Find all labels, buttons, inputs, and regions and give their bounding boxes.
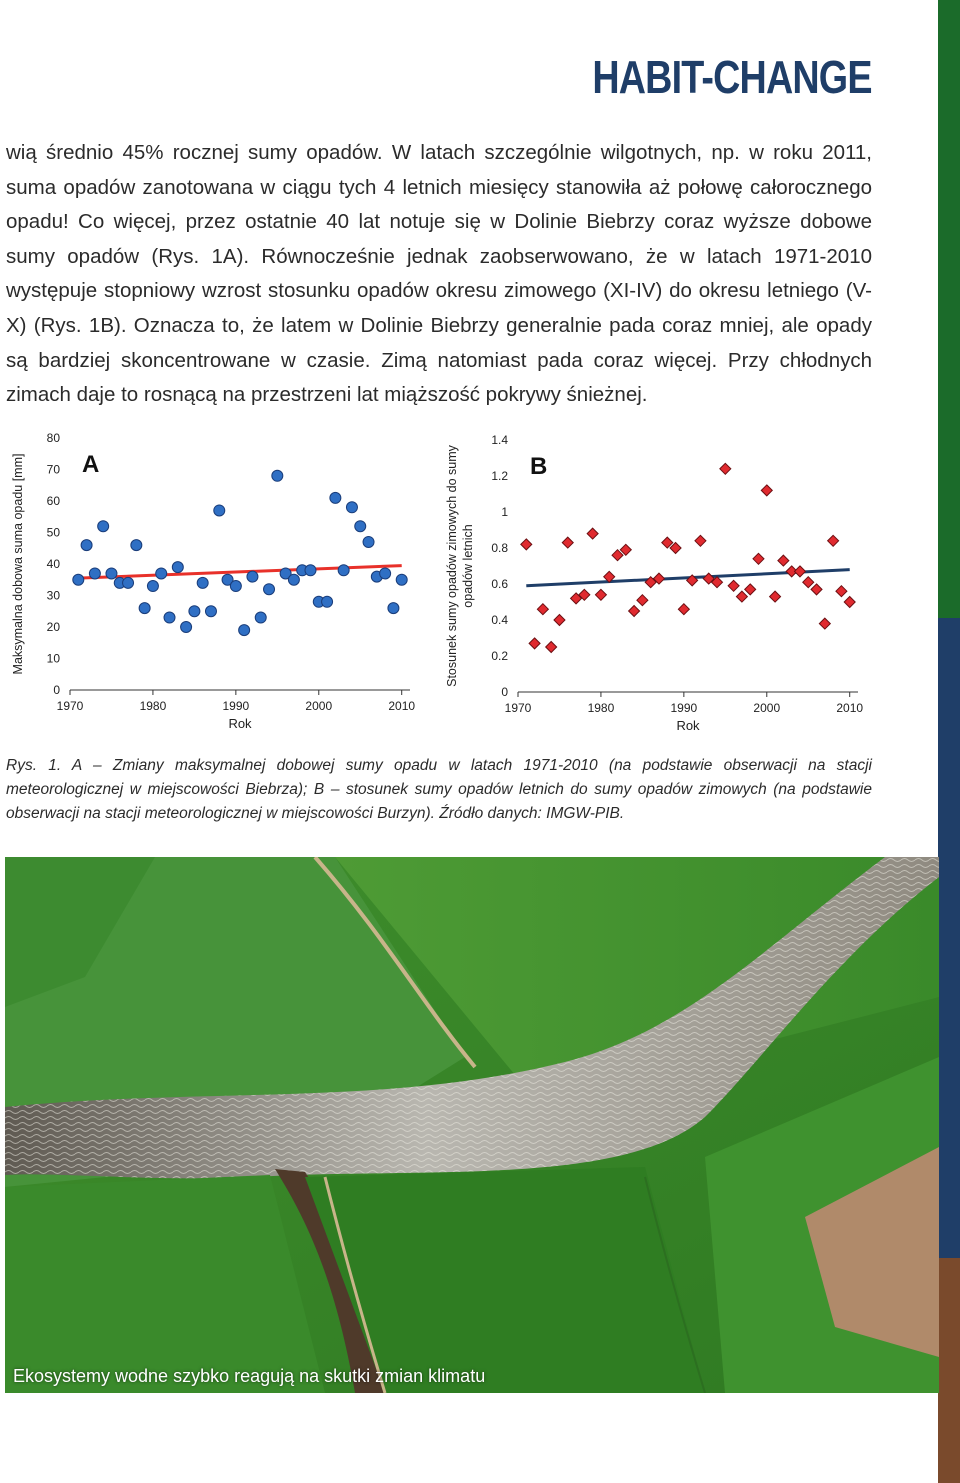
data-point: [214, 505, 225, 516]
data-point: [396, 574, 407, 585]
data-point: [770, 591, 781, 602]
x-tick-label: 1990: [222, 699, 250, 713]
data-point: [73, 574, 84, 585]
data-point: [546, 642, 557, 653]
data-point: [322, 596, 333, 607]
data-point: [637, 595, 648, 606]
data-point: [844, 597, 855, 608]
x-tick-label: 2010: [388, 699, 416, 713]
data-point: [761, 485, 772, 496]
data-point: [355, 521, 366, 532]
river-photo-illustration: [5, 857, 939, 1393]
data-point: [678, 604, 689, 615]
x-tick-label: 1990: [670, 701, 698, 715]
data-point: [562, 537, 573, 548]
data-point: [529, 638, 540, 649]
data-point: [288, 574, 299, 585]
data-point: [753, 553, 764, 564]
data-point: [778, 555, 789, 566]
y-tick-label: 0.4: [491, 613, 508, 627]
y-tick-label: 0.8: [491, 541, 508, 555]
data-point: [272, 470, 283, 481]
data-point: [106, 568, 117, 579]
data-point: [139, 603, 150, 614]
page-title: HABIT-CHANGE: [592, 51, 872, 103]
x-tick-label: 2000: [753, 701, 781, 715]
x-tick-label: 2000: [305, 699, 333, 713]
data-point: [695, 535, 706, 546]
data-point: [123, 577, 134, 588]
data-point: [172, 562, 183, 573]
photo-caption: Ekosystemy wodne szybko reagują na skutki zmian klimatu: [13, 1366, 486, 1386]
data-point: [89, 568, 100, 579]
data-point: [98, 521, 109, 532]
data-point: [828, 535, 839, 546]
y-tick-label: 10: [46, 651, 60, 666]
panel-label: A: [82, 451, 100, 478]
data-point: [811, 584, 822, 595]
data-point: [587, 528, 598, 539]
x-tick-label: 1980: [587, 701, 615, 715]
y-tick-label: 70: [46, 462, 60, 477]
data-point: [363, 536, 374, 547]
data-point: [819, 618, 830, 629]
data-point: [197, 577, 208, 588]
y-tick-label: 0: [501, 685, 508, 699]
x-axis-label: Rok: [676, 718, 700, 733]
x-tick-label: 1980: [139, 699, 167, 713]
data-point: [181, 622, 192, 633]
y-tick-label: 0.6: [491, 577, 508, 591]
data-point: [728, 580, 739, 591]
body-paragraph: wią średnio 45% rocznej sumy opadów. W latach szczególnie wilgotnych, np. w roku 2011, suma opadów zanotowana w ciągu tych 4 letnich miesięcy stanowiła aż połowę całorocznego opadu! Co więcej, przez ostatnie 40 lat notuje się w Dolinie Biebrzy coraz wyższe dobowe sumy opadów (Rys. 1A). Równocześnie jednak zaobserwowano, że w latach 1971-2010 występuje stopniowy wzrost stosunku opadów okresu zimowego (XI-IV) do okresu letniego (V-X) (Rys. 1B). Oznacza to, że latem w Dolinie Biebrzy generalnie pada coraz mniej, ale opady są bardziej skoncentrowane w czasie. Zimą natomiast pada coraz więcej. Przy chłodnych zimach daje to rosnącą na przestrzeni lat miąższość pokrywy śnieżnej.: [6, 141, 872, 407]
data-point: [745, 584, 756, 595]
y-axis-label: Maksymalna dobowa suma opadu [mm]: [11, 453, 25, 675]
y-tick-label: 40: [46, 557, 60, 571]
data-point: [330, 492, 341, 503]
y-tick-label: 50: [46, 525, 60, 540]
y-tick-label: 0: [53, 683, 60, 697]
data-point: [720, 463, 731, 474]
x-tick-label: 1970: [56, 699, 84, 713]
data-point: [189, 606, 200, 617]
y-tick-label: 1.2: [491, 469, 508, 483]
data-point: [836, 586, 847, 597]
data-point: [629, 606, 640, 617]
side-color-bar: [938, 0, 960, 1483]
data-point: [131, 540, 142, 551]
panel-label: B: [530, 453, 548, 480]
data-point: [230, 581, 241, 592]
data-point: [247, 571, 258, 582]
y-tick-label: 30: [46, 588, 60, 603]
x-tick-label: 1970: [504, 701, 532, 715]
data-point: [81, 540, 92, 551]
data-point: [338, 565, 349, 576]
data-point: [521, 539, 532, 550]
side-bar-navy: [938, 618, 960, 1258]
trend-line: [78, 566, 401, 579]
data-point: [554, 615, 565, 626]
data-point: [388, 603, 399, 614]
data-point: [794, 566, 805, 577]
y-tick-label: 20: [46, 620, 60, 634]
y-axis-label-line1: Stosunek sumy opadów zimowych do sumy: [445, 445, 459, 687]
side-bar-brown: [938, 1258, 960, 1483]
data-point: [255, 612, 266, 623]
data-point: [803, 577, 814, 588]
chart-canvas: [8, 428, 872, 740]
data-point: [205, 606, 216, 617]
figure-caption: Rys. 1. A – Zmiany maksymalnej dobowej sumy opadu w latach 1971-2010 (na podstawie obserwacji na stacji meteorologicznej w miejscowości Biebrza); B – stosunek sumy opadów letnich do sumy opadów zimowych (na podstawie obserwacji na stacji meteorologicznej w miejscowości Burzyn). Źródło danych: IMGW-PIB.: [6, 757, 872, 822]
data-point: [156, 568, 167, 579]
data-point: [239, 625, 250, 636]
y-tick-label: 60: [46, 494, 60, 508]
side-bar-green: [938, 0, 960, 618]
data-point: [346, 502, 357, 513]
data-point: [305, 565, 316, 576]
data-point: [537, 604, 548, 615]
data-point: [264, 584, 275, 595]
data-point: [147, 581, 158, 592]
y-tick-label: 80: [46, 431, 60, 445]
x-tick-label: 2010: [836, 701, 864, 715]
y-tick-label: 0.2: [491, 649, 508, 663]
figure-charts: [8, 428, 872, 740]
data-point: [595, 589, 606, 600]
data-point: [164, 612, 175, 623]
y-tick-label: 1.4: [491, 433, 508, 447]
data-point: [380, 568, 391, 579]
y-axis-label-line2: opadów letnich: [461, 524, 475, 608]
data-point: [736, 591, 747, 602]
x-axis-label: Rok: [228, 716, 252, 731]
y-tick-label: 1: [501, 505, 508, 519]
aerial-river-photo: [5, 857, 939, 1393]
